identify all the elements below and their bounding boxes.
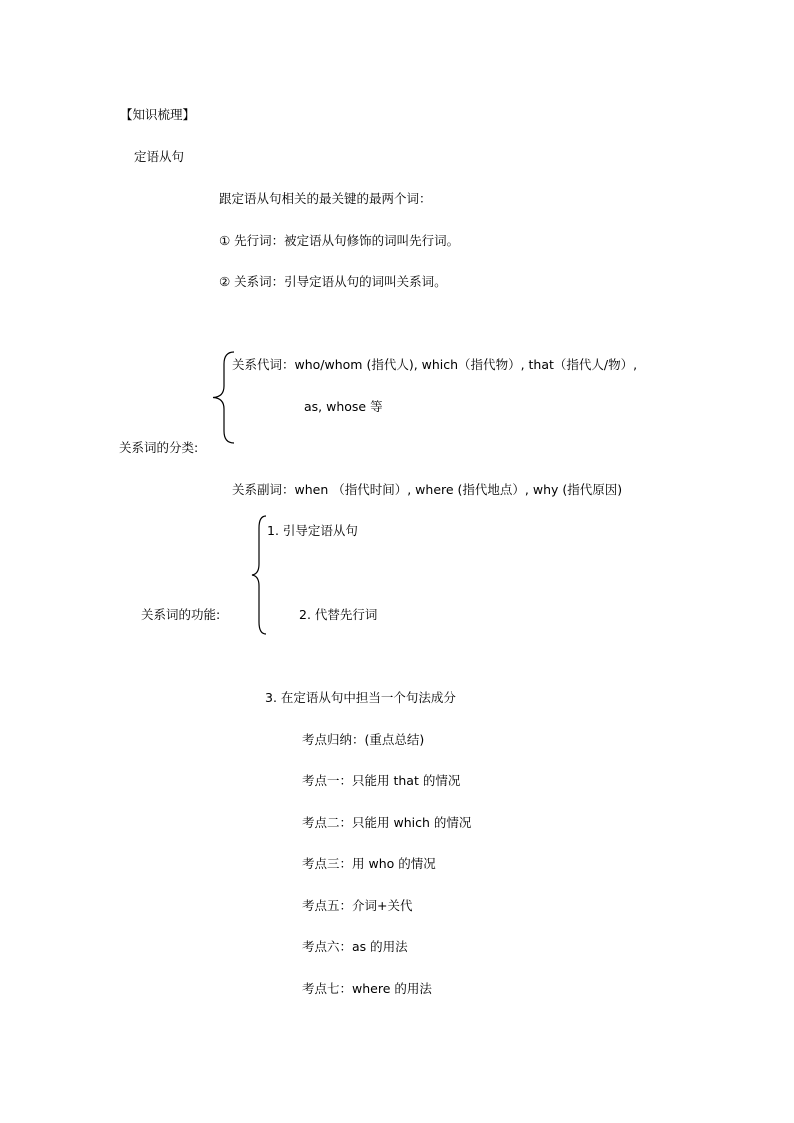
exam-point-item: 考点一：只能用 that 的情况 [302,773,461,788]
section-heading: 【知识梳理】 [120,107,196,122]
function-item-1: 1. 引导定语从句 [267,523,358,538]
exam-point-item: 考点七：where 的用法 [302,981,432,996]
intro-line: 跟定语从句相关的最关键的最两个词： [219,191,432,206]
function-label: 关系词的功能: [141,607,221,622]
key-term-antecedent: ① 先行词：被定语从句修饰的词叫先行词。 [219,233,460,248]
exam-point-item: 考点六：as 的用法 [302,939,408,954]
exam-point-item: 考点三：用 who 的情况 [302,856,436,871]
key-term-relative-word: ② 关系词：引导定语从句的词叫关系词。 [219,274,447,289]
function-item-2: 2. 代替先行词 [299,607,378,622]
exam-point-item: 考点二：只能用 which 的情况 [302,815,472,830]
exam-points-title: 考点归纳：(重点总结) [302,732,425,747]
relative-pronouns-line-2: as, whose 等 [304,399,383,414]
classification-label: 关系词的分类: [119,440,199,455]
function-item-3: 3. 在定语从句中担当一个句法成分 [265,690,456,705]
exam-point-item: 考点五：介词+关代 [302,898,413,913]
topic-title: 定语从句 [134,149,185,164]
relative-adverbs-line: 关系副词：when （指代时间）, where (指代地点）, why (指代原因) [232,482,623,497]
relative-pronouns-line: 关系代词：who/whom (指代人), which（指代物）, that（指代人/物）, [232,357,638,372]
